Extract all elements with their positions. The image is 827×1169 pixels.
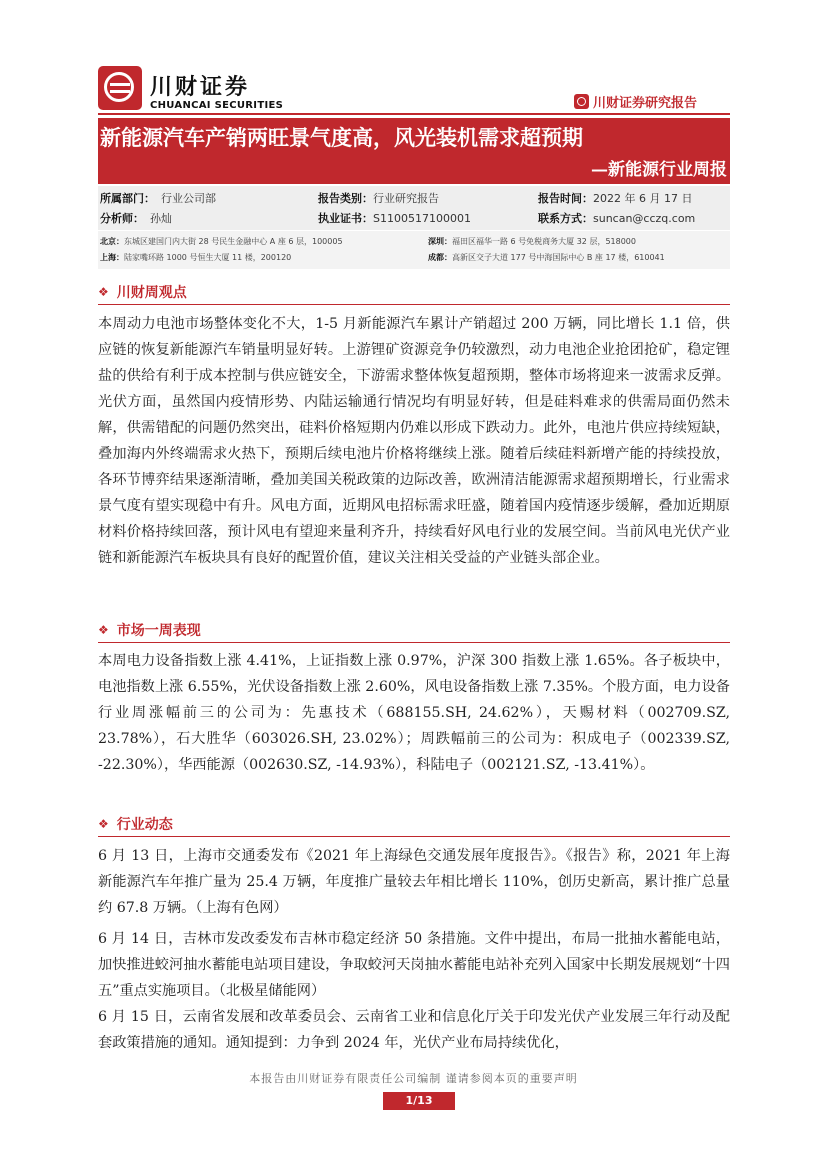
type-label: 报告类别： <box>318 192 373 205</box>
time-value: 2022 年 6 月 17 日 <box>593 192 693 205</box>
chengdu-label: 成都： <box>428 253 452 262</box>
weekly-view-body: 本周动力电池市场整体变化不大，1-5 月新能源汽车累计产销超过 200 万辆，同比增长 1.1 倍，供应链的恢复新能源汽车销量明显好转。上游锂矿资源竞争仍较激烈，动力电池企业抢团抢矿，稳定锂盐的供给有利于成本控制与供应链安全，下游需求整体恢复超预期，整体市场将迎来一波需求反弹。光伏方面，虽然国内疫情形势、内陆运输通行情况均有明显好转，但是硅料难求的供需局面仍然未解，供需错配的问题仍然突出，硅料价格短期内仍难以形成下跌动力。此外，电池片供应持续短缺，叠加海内外终端需求火热下，预期后续电池片价格将继续上涨。随着后续硅料新增产能的持续投放，各环节博弈结果逐渐清晰，叠加美国关税政策的边际改善，欧洲清洁能源需求超预期增长，行业需求景气度有望实现稳中有升。风电方面，近期风电招标需求旺盛，随着国内疫情逐步缓解，叠加近期原材料价格持续回落，预计风电有望迎来量利齐升，持续看好风电行业的发展空间。当前风电光伏产业链和新能源汽车板块具有良好的配置价值，建议关注相关受益的产业链头部企业。 <box>98 316 730 566</box>
contact-label: 联系方式： <box>538 212 593 225</box>
cert-value: S1100517100001 <box>373 212 471 225</box>
diamond-bullet-icon: ❖ <box>98 817 109 831</box>
diamond-bullet-icon: ❖ <box>98 623 109 637</box>
beijing-label: 北京： <box>100 237 124 246</box>
header-divider <box>98 113 730 115</box>
type-cell <box>318 190 439 206</box>
section-divider <box>98 304 730 305</box>
section-divider <box>98 836 730 837</box>
analyst-cell <box>100 210 172 226</box>
cert-label: 执业证书： <box>318 212 373 225</box>
section-divider <box>98 642 730 643</box>
cert-cell <box>318 210 471 226</box>
report-tag-label: 川财证券研究报告 <box>593 96 698 111</box>
company-logo <box>98 66 142 110</box>
chengdu-address <box>428 252 665 263</box>
shenzhen-label: 深圳： <box>428 237 452 246</box>
dept-label: 所属部门： <box>100 192 155 205</box>
contact-value[interactable]: suncan@cczq.com <box>593 212 696 225</box>
shenzhen-value: 福田区福华一路 6 号免税商务大厦 32 层，518000 <box>452 237 636 246</box>
section-market-heading <box>98 620 201 640</box>
logo-text-cn: 川财证券 <box>150 75 251 100</box>
logo-mini-icon <box>574 94 589 109</box>
news-item: 6 月 14 日，吉林市发改委发布吉林市稳定经济 50 条措施。文件中提出，布局一批抽水蓄能电站，加快推进蛟河抽水蓄能电站项目建设，争取蛟河天岗抽水蓄能电站补充列入国家中长期发展规划“十四五”重点实施项目。（北极星储能网） <box>98 931 730 999</box>
section-industry-news-heading <box>98 814 173 834</box>
section-industry-news-title: 行业动态 <box>116 817 173 833</box>
diamond-bullet-icon: ❖ <box>98 285 109 299</box>
report-subtitle: —新能源行业周报 <box>591 160 727 180</box>
shanghai-label: 上海： <box>100 253 124 262</box>
type-value: 行业研究报告 <box>373 192 439 205</box>
report-type-tag <box>574 92 697 111</box>
logo-text-en: CHUANCAI SECURITIES <box>150 100 284 111</box>
market-body: 本周电力设备指数上涨 4.41%，上证指数上涨 0.97%，沪深 300 指数上涨 1.65%。各子板块中，电池指数上涨 6.55%，光伏设备指数上涨 2.60%，风电设备指数上涨 7.35%。个股方面，电力设备行业周涨幅前三的公司为：先惠技术（688155.SH, 24.62%），天赐材料（002709.SZ, 23.78%），石大胜华（603026.SH, 23.02%）；周跌幅前三的公司为：积成电子（002339.SZ, -22.30%），华西能源（002630.SZ, -14.93%），科陆电子（002121.SZ, -13.41%）。 <box>98 653 730 773</box>
report-title: 新能源汽车产销两旺景气度高，风光装机需求超预期 <box>100 125 583 150</box>
dept-cell <box>100 190 216 206</box>
shanghai-address <box>100 252 291 263</box>
shanghai-value: 陆家嘴环路 1000 号恒生大厦 11 楼，200120 <box>124 253 292 262</box>
beijing-address <box>100 236 343 247</box>
dept-value: 行业公司部 <box>161 192 216 205</box>
section-market-title: 市场一周表现 <box>116 623 201 639</box>
shenzhen-address <box>428 236 636 247</box>
news-item: 6 月 15 日，云南省发展和改革委员会、云南省工业和信息化厅关于印发光伏产业发展三年行动及配套政策措施的通知。通知提到：力争到 2024 年，光伏产业布局持续优化， <box>98 1009 730 1051</box>
section-weekly-view-heading <box>98 282 187 302</box>
page-number: 1/13 <box>383 1092 455 1110</box>
time-cell <box>538 190 692 206</box>
chengdu-value: 高新区交子大道 177 号中海国际中心 B 座 17 楼，610041 <box>452 253 665 262</box>
time-label: 报告时间： <box>538 192 593 205</box>
beijing-value: 东城区建国门内大街 28 号民生金融中心 A 座 6 层，100005 <box>124 237 343 246</box>
footer-disclaimer: 本报告由川财证券有限责任公司编制 谨请参阅本页的重要声明 <box>249 1072 578 1085</box>
news-item: 6 月 13 日，上海市交通委发布《2021 年上海绿色交通发展年度报告》。《报告》称，2021 年上海新能源汽车年推广量为 25.4 万辆，年度推广量较去年相比增长 110%，创历史新高，累计推广总量约 67.8 万辆。（上海有色网） <box>98 848 730 916</box>
analyst-value: 孙灿 <box>150 212 172 225</box>
section-weekly-view-title: 川财周观点 <box>116 285 187 301</box>
contact-cell <box>538 210 695 226</box>
analyst-label: 分析师： <box>100 212 144 225</box>
